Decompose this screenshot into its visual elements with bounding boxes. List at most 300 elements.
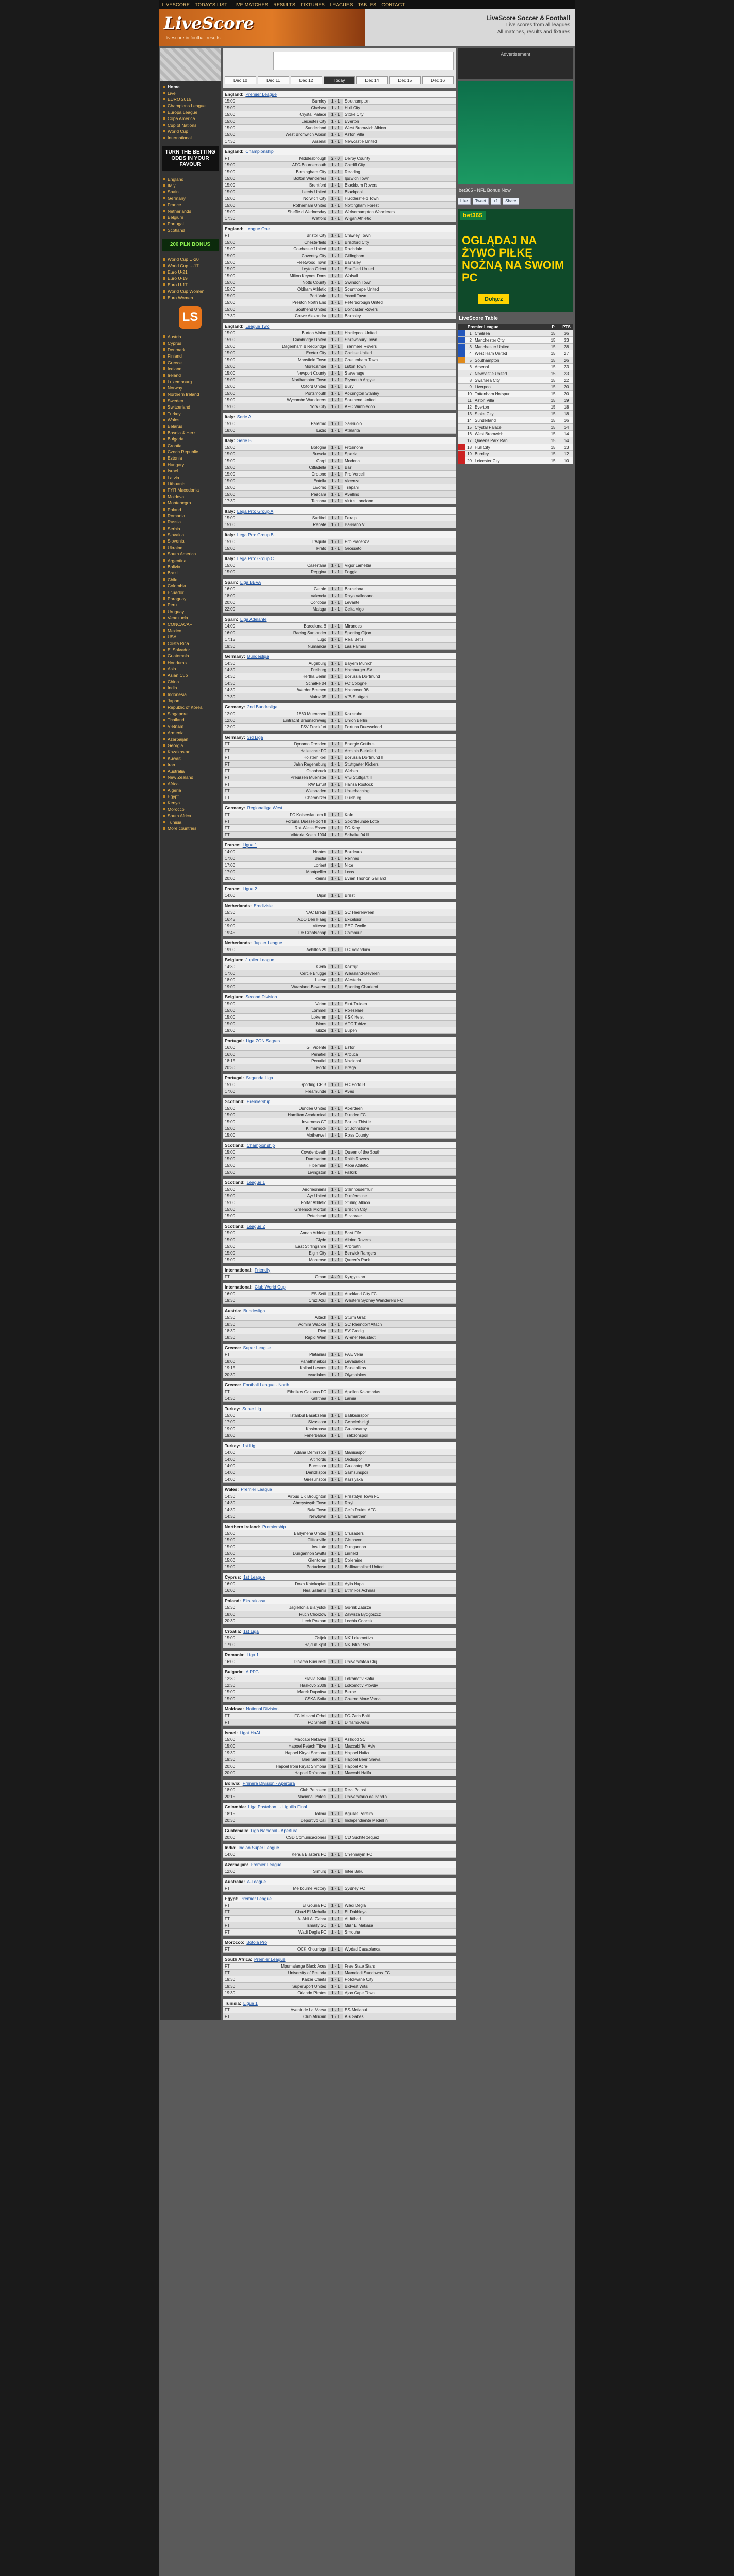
- match-row[interactable]: [223, 336, 456, 343]
- league-name-link[interactable]: Liga Nacional - Apertura: [251, 1827, 298, 1833]
- nav-item[interactable]: [160, 774, 221, 781]
- match-score[interactable]: 1 - 1: [328, 2008, 343, 2012]
- match-score[interactable]: 1 - 1: [328, 594, 343, 598]
- match-score[interactable]: 1 - 1: [328, 910, 343, 915]
- match-row[interactable]: [223, 273, 456, 279]
- match-score[interactable]: 1 - 1: [328, 170, 343, 174]
- match-row[interactable]: [223, 1125, 456, 1132]
- match-score[interactable]: 1 - 1: [328, 445, 343, 450]
- nav-item[interactable]: [160, 481, 221, 487]
- match-score[interactable]: 1 - 1: [328, 314, 343, 318]
- match-score[interactable]: 1 - 1: [328, 163, 343, 167]
- nav-item[interactable]: [160, 710, 221, 717]
- top-nav-link[interactable]: TABLES: [358, 2, 377, 7]
- match-row[interactable]: [223, 343, 456, 350]
- table-row[interactable]: [458, 364, 573, 370]
- nav-item[interactable]: [160, 679, 221, 685]
- match-score[interactable]: 1 - 1: [328, 1106, 343, 1111]
- match-score[interactable]: 1 - 1: [328, 1028, 343, 1033]
- match-row[interactable]: [223, 259, 456, 266]
- match-row[interactable]: [223, 1513, 456, 1520]
- match-row[interactable]: [223, 687, 456, 693]
- match-score[interactable]: 1 - 1: [328, 183, 343, 188]
- date-tab[interactable]: Dec 14: [356, 76, 388, 84]
- league-name-link[interactable]: Serie B: [237, 437, 252, 443]
- match-row[interactable]: [223, 1544, 456, 1550]
- match-row[interactable]: [223, 1581, 456, 1587]
- match-score[interactable]: 1 - 1: [328, 492, 343, 497]
- social-button[interactable]: Tweet: [473, 198, 489, 205]
- table-row[interactable]: [458, 377, 573, 384]
- match-row[interactable]: [223, 741, 456, 748]
- nav-item[interactable]: [160, 134, 221, 141]
- top-nav-link[interactable]: CONTACT: [381, 2, 405, 7]
- match-score[interactable]: 1 - 1: [328, 1477, 343, 1482]
- nav-item[interactable]: [160, 634, 221, 640]
- match-score[interactable]: 1 - 1: [328, 1322, 343, 1327]
- match-score[interactable]: 1 - 1: [328, 1126, 343, 1131]
- match-score[interactable]: 1 - 1: [328, 1971, 343, 1975]
- match-row[interactable]: [223, 1902, 456, 1909]
- table-row[interactable]: [458, 444, 573, 451]
- nav-item[interactable]: [160, 128, 221, 134]
- nav-item[interactable]: [160, 628, 221, 634]
- match-score[interactable]: 1 - 1: [328, 1794, 343, 1799]
- match-score[interactable]: 1 - 1: [328, 459, 343, 463]
- nav-item[interactable]: [160, 564, 221, 570]
- nav-item[interactable]: [160, 647, 221, 653]
- match-score[interactable]: 1 - 1: [328, 267, 343, 272]
- match-score[interactable]: 1 - 1: [328, 631, 343, 635]
- match-score[interactable]: 1 - 1: [328, 1352, 343, 1357]
- match-score[interactable]: 1 - 1: [328, 964, 343, 969]
- match-row[interactable]: [223, 1213, 456, 1219]
- match-row[interactable]: [223, 1929, 456, 1936]
- nav-item[interactable]: [160, 781, 221, 787]
- league-name-link[interactable]: Ligue 1: [242, 842, 257, 848]
- match-row[interactable]: [223, 1743, 456, 1750]
- match-score[interactable]: 1 - 1: [328, 1052, 343, 1057]
- match-score[interactable]: 1 - 1: [328, 742, 343, 747]
- match-row[interactable]: [223, 1088, 456, 1095]
- match-row[interactable]: [223, 963, 456, 970]
- top-nav-link[interactable]: FIXTURES: [301, 2, 325, 7]
- league-name-link[interactable]: Ligat HaAl: [240, 1730, 260, 1735]
- match-row[interactable]: [223, 811, 456, 818]
- table-row[interactable]: [458, 384, 573, 391]
- nav-item[interactable]: [160, 621, 221, 627]
- match-score[interactable]: 1 - 1: [328, 1113, 343, 1117]
- nav-item[interactable]: [160, 793, 221, 800]
- match-row[interactable]: [223, 1388, 456, 1395]
- match-score[interactable]: 1 - 1: [328, 2014, 343, 2019]
- match-score[interactable]: 1 - 1: [328, 795, 343, 800]
- match-row[interactable]: [223, 1793, 456, 1800]
- nav-item[interactable]: [160, 787, 221, 793]
- table-row[interactable]: [458, 330, 573, 337]
- match-score[interactable]: 1 - 1: [328, 1720, 343, 1725]
- league-name-link[interactable]: Premier League: [241, 1486, 272, 1492]
- match-row[interactable]: [223, 451, 456, 457]
- match-row[interactable]: [223, 209, 456, 215]
- match-row[interactable]: [223, 286, 456, 293]
- match-row[interactable]: [223, 457, 456, 464]
- league-name-link[interactable]: Super Lig: [242, 1405, 261, 1411]
- league-name-link[interactable]: Friendly: [254, 1267, 271, 1273]
- match-row[interactable]: [223, 390, 456, 397]
- match-score[interactable]: 1 - 1: [328, 1298, 343, 1303]
- match-score[interactable]: 1 - 1: [328, 971, 343, 976]
- match-score[interactable]: 1 - 1: [328, 917, 343, 922]
- match-score[interactable]: 1 - 1: [328, 1612, 343, 1617]
- match-row[interactable]: [223, 330, 456, 336]
- match-row[interactable]: [223, 562, 456, 569]
- match-row[interactable]: [223, 1756, 456, 1763]
- match-score[interactable]: 1 - 1: [328, 1852, 343, 1857]
- match-score[interactable]: 1 - 1: [328, 378, 343, 382]
- match-score[interactable]: 1 - 1: [328, 421, 343, 426]
- league-name-link[interactable]: Premier League: [254, 1956, 286, 1962]
- nav-item[interactable]: [160, 398, 221, 404]
- nav-item[interactable]: [160, 474, 221, 480]
- match-row[interactable]: [223, 1395, 456, 1402]
- nav-item[interactable]: [160, 615, 221, 621]
- nav-item[interactable]: [160, 525, 221, 531]
- match-row[interactable]: [223, 1351, 456, 1358]
- match-score[interactable]: 1 - 1: [328, 870, 343, 874]
- nav-item[interactable]: [160, 768, 221, 774]
- match-score[interactable]: 1 - 1: [328, 479, 343, 483]
- league-name-link[interactable]: Liga ZON Sagres: [246, 1038, 280, 1043]
- table-row[interactable]: [458, 404, 573, 411]
- match-row[interactable]: [223, 916, 456, 923]
- match-score[interactable]: 1 - 1: [328, 893, 343, 898]
- match-score[interactable]: 1 - 1: [328, 1089, 343, 1094]
- match-row[interactable]: [223, 724, 456, 731]
- match-score[interactable]: 1 - 1: [328, 1947, 343, 1952]
- nav-item[interactable]: [160, 430, 221, 436]
- table-row[interactable]: [458, 457, 573, 464]
- match-row[interactable]: [223, 1081, 456, 1088]
- nav-item[interactable]: [160, 385, 221, 391]
- match-row[interactable]: [223, 946, 456, 953]
- nav-item[interactable]: [160, 659, 221, 666]
- nav-item[interactable]: [160, 736, 221, 742]
- nav-item[interactable]: [160, 653, 221, 659]
- league-name-link[interactable]: Premier League: [240, 1895, 272, 1901]
- match-score[interactable]: 1 - 1: [328, 1835, 343, 1840]
- match-score[interactable]: 1 - 1: [328, 260, 343, 265]
- match-score[interactable]: 1 - 1: [328, 1420, 343, 1425]
- match-score[interactable]: 1 - 1: [328, 1531, 343, 1536]
- match-score[interactable]: 1 - 1: [328, 1359, 343, 1364]
- match-row[interactable]: [223, 794, 456, 801]
- table-row[interactable]: [458, 437, 573, 444]
- match-score[interactable]: 1 - 1: [328, 1065, 343, 1070]
- match-score[interactable]: 1 - 1: [328, 428, 343, 433]
- match-row[interactable]: [223, 138, 456, 145]
- match-row[interactable]: [223, 606, 456, 613]
- match-row[interactable]: [223, 1001, 456, 1007]
- match-score[interactable]: 1 - 1: [328, 876, 343, 881]
- match-row[interactable]: [223, 182, 456, 189]
- nav-item[interactable]: [160, 294, 221, 300]
- nav-item[interactable]: [160, 462, 221, 468]
- match-row[interactable]: [223, 1162, 456, 1169]
- match-row[interactable]: [223, 377, 456, 383]
- match-row[interactable]: [223, 515, 456, 521]
- match-score[interactable]: 1 - 1: [328, 1903, 343, 1908]
- match-row[interactable]: [223, 1463, 456, 1469]
- match-row[interactable]: [223, 1058, 456, 1064]
- match-row[interactable]: [223, 1719, 456, 1726]
- match-score[interactable]: 1 - 1: [328, 1315, 343, 1320]
- match-score[interactable]: 1 - 1: [328, 570, 343, 574]
- match-row[interactable]: [223, 1564, 456, 1570]
- match-row[interactable]: [223, 239, 456, 246]
- match-row[interactable]: [223, 306, 456, 313]
- match-row[interactable]: [223, 977, 456, 984]
- match-score[interactable]: 1 - 1: [328, 190, 343, 194]
- league-name-link[interactable]: Premier League: [245, 91, 277, 97]
- match-row[interactable]: [223, 1530, 456, 1537]
- match-row[interactable]: [223, 569, 456, 575]
- match-score[interactable]: 1 - 1: [328, 661, 343, 666]
- match-row[interactable]: [223, 464, 456, 471]
- nav-item[interactable]: [160, 538, 221, 544]
- nav-item[interactable]: [160, 532, 221, 538]
- match-row[interactable]: [223, 1250, 456, 1257]
- match-row[interactable]: [223, 909, 456, 916]
- match-score[interactable]: 1 - 1: [328, 725, 343, 730]
- match-score[interactable]: 1 - 1: [328, 587, 343, 591]
- match-score[interactable]: 1 - 1: [328, 1045, 343, 1050]
- nav-item[interactable]: [160, 201, 221, 208]
- match-row[interactable]: [223, 1199, 456, 1206]
- match-row[interactable]: [223, 471, 456, 478]
- match-row[interactable]: [223, 1641, 456, 1648]
- match-row[interactable]: [223, 1291, 456, 1297]
- nav-item[interactable]: [160, 221, 221, 227]
- match-row[interactable]: [223, 1618, 456, 1624]
- match-row[interactable]: [223, 1810, 456, 1817]
- match-row[interactable]: [223, 1186, 456, 1193]
- nav-item[interactable]: [160, 334, 221, 340]
- nav-item[interactable]: [160, 487, 221, 493]
- match-row[interactable]: [223, 781, 456, 788]
- match-row[interactable]: [223, 357, 456, 363]
- top-nav-link[interactable]: LIVE MATCHES: [232, 2, 269, 7]
- match-row[interactable]: [223, 748, 456, 754]
- match-row[interactable]: [223, 1557, 456, 1564]
- match-score[interactable]: 1 - 1: [328, 563, 343, 568]
- match-row[interactable]: [223, 246, 456, 252]
- match-score[interactable]: 1 - 1: [328, 294, 343, 298]
- match-row[interactable]: [223, 1611, 456, 1618]
- match-row[interactable]: [223, 111, 456, 118]
- match-score[interactable]: 1 - 1: [328, 1258, 343, 1262]
- nav-item[interactable]: [160, 691, 221, 698]
- match-score[interactable]: 1 - 1: [328, 1771, 343, 1775]
- league-name-link[interactable]: League 2: [246, 1223, 265, 1229]
- top-nav-link[interactable]: LIVESCORE: [162, 2, 190, 7]
- nav-item[interactable]: [160, 282, 221, 288]
- match-score[interactable]: 1 - 1: [328, 132, 343, 137]
- match-score[interactable]: 1 - 1: [328, 240, 343, 245]
- match-row[interactable]: [223, 636, 456, 643]
- match-row[interactable]: [223, 1358, 456, 1365]
- league-name-link[interactable]: Liga Adelante: [240, 616, 267, 622]
- table-row[interactable]: [458, 357, 573, 364]
- match-score[interactable]: 2 - 0: [328, 156, 343, 161]
- nav-item[interactable]: [160, 372, 221, 378]
- match-score[interactable]: 1 - 1: [328, 1413, 343, 1418]
- match-row[interactable]: [223, 623, 456, 630]
- table-row[interactable]: [458, 431, 573, 437]
- match-score[interactable]: 1 - 1: [328, 1737, 343, 1742]
- match-score[interactable]: 1 - 1: [328, 106, 343, 110]
- nav-item[interactable]: [160, 545, 221, 551]
- league-name-link[interactable]: Premier League: [250, 1861, 282, 1867]
- match-row[interactable]: [223, 630, 456, 636]
- nav-item[interactable]: [160, 189, 221, 195]
- match-row[interactable]: [223, 1456, 456, 1463]
- nav-item[interactable]: [160, 506, 221, 512]
- match-score[interactable]: 1 - 1: [328, 384, 343, 389]
- match-row[interactable]: [223, 1550, 456, 1557]
- match-row[interactable]: [223, 970, 456, 977]
- nav-item[interactable]: [160, 449, 221, 455]
- match-row[interactable]: [223, 1314, 456, 1321]
- match-score[interactable]: 1 - 1: [328, 358, 343, 362]
- match-score[interactable]: 1 - 1: [328, 119, 343, 124]
- nav-item[interactable]: [160, 347, 221, 353]
- nav-item[interactable]: [160, 115, 221, 122]
- league-name-link[interactable]: League One: [245, 226, 270, 231]
- match-score[interactable]: 1 - 1: [328, 1292, 343, 1296]
- league-name-link[interactable]: Liga Postobon I - Liguilla Final: [248, 1804, 307, 1809]
- match-row[interactable]: [223, 768, 456, 774]
- match-row[interactable]: [223, 168, 456, 175]
- match-row[interactable]: [223, 1658, 456, 1665]
- nav-item[interactable]: [160, 182, 221, 189]
- match-row[interactable]: [223, 599, 456, 606]
- match-score[interactable]: 1 - 1: [328, 826, 343, 831]
- match-score[interactable]: 1 - 1: [328, 1788, 343, 1792]
- match-row[interactable]: [223, 1990, 456, 1996]
- match-score[interactable]: 1 - 1: [328, 351, 343, 355]
- match-score[interactable]: 1 - 1: [328, 769, 343, 773]
- nav-item[interactable]: [160, 723, 221, 730]
- match-score[interactable]: 1 - 1: [328, 1869, 343, 1874]
- match-score[interactable]: 1 - 1: [328, 930, 343, 935]
- match-row[interactable]: [223, 1635, 456, 1641]
- nav-item[interactable]: [160, 494, 221, 500]
- match-row[interactable]: [223, 1885, 456, 1892]
- match-score[interactable]: 1 - 1: [328, 1002, 343, 1006]
- nav-item[interactable]: [160, 666, 221, 672]
- nav-item[interactable]: [160, 208, 221, 214]
- match-score[interactable]: 1 - 1: [328, 1984, 343, 1989]
- match-row[interactable]: [223, 693, 456, 700]
- match-score[interactable]: 1 - 1: [328, 1457, 343, 1462]
- ad-top[interactable]: Advertisement: [458, 48, 573, 79]
- match-row[interactable]: [223, 1604, 456, 1611]
- date-tab[interactable]: Dec 15: [389, 76, 421, 84]
- league-name-link[interactable]: A-League: [247, 1878, 266, 1884]
- nav-item[interactable]: [160, 672, 221, 678]
- match-row[interactable]: [223, 1419, 456, 1426]
- match-row[interactable]: [223, 862, 456, 869]
- match-score[interactable]: 1 - 1: [328, 1551, 343, 1556]
- match-row[interactable]: [223, 299, 456, 306]
- match-row[interactable]: [223, 370, 456, 377]
- match-score[interactable]: 1 - 1: [328, 499, 343, 503]
- match-score[interactable]: 1 - 1: [328, 465, 343, 470]
- match-row[interactable]: [223, 1713, 456, 1719]
- match-row[interactable]: [223, 754, 456, 761]
- match-row[interactable]: [223, 1328, 456, 1334]
- date-tab[interactable]: Dec 16: [422, 76, 454, 84]
- match-score[interactable]: 1 - 1: [328, 1238, 343, 1242]
- nav-item[interactable]: [160, 761, 221, 768]
- bet-join-button[interactable]: Dołącz: [478, 294, 509, 304]
- match-score[interactable]: 1 - 1: [328, 196, 343, 201]
- match-row[interactable]: [223, 1027, 456, 1034]
- match-row[interactable]: [223, 427, 456, 434]
- match-row[interactable]: [223, 521, 456, 528]
- league-name-link[interactable]: Super League: [243, 1345, 271, 1350]
- match-score[interactable]: 1 - 1: [328, 287, 343, 292]
- match-score[interactable]: 1 - 1: [328, 404, 343, 409]
- league-name-link[interactable]: Football League - North: [243, 1382, 289, 1387]
- match-score[interactable]: 4 - 0: [328, 1275, 343, 1279]
- match-row[interactable]: [223, 832, 456, 838]
- match-score[interactable]: 1 - 1: [328, 1757, 343, 1762]
- match-row[interactable]: [223, 1500, 456, 1506]
- match-score[interactable]: 1 - 1: [328, 947, 343, 952]
- nav-item[interactable]: [160, 608, 221, 615]
- match-score[interactable]: 1 - 1: [328, 247, 343, 251]
- match-row[interactable]: [223, 1963, 456, 1970]
- match-score[interactable]: 1 - 1: [328, 280, 343, 285]
- match-score[interactable]: 1 - 1: [328, 600, 343, 605]
- match-row[interactable]: [223, 484, 456, 491]
- match-score[interactable]: 1 - 1: [328, 1676, 343, 1681]
- nav-item[interactable]: [160, 500, 221, 506]
- nav-item[interactable]: [160, 83, 221, 90]
- bet-ad[interactable]: [458, 209, 573, 312]
- match-row[interactable]: [223, 1051, 456, 1058]
- match-row[interactable]: [223, 1449, 456, 1456]
- nav-item[interactable]: [160, 698, 221, 704]
- match-score[interactable]: 1 - 1: [328, 391, 343, 396]
- nav-item[interactable]: [160, 742, 221, 749]
- league-name-link[interactable]: Bundesliga: [243, 1308, 265, 1313]
- nav-item[interactable]: [160, 468, 221, 474]
- match-score[interactable]: 1 - 1: [328, 1120, 343, 1124]
- match-score[interactable]: 1 - 1: [328, 711, 343, 716]
- match-score[interactable]: 1 - 1: [328, 1545, 343, 1549]
- match-row[interactable]: [223, 444, 456, 451]
- league-name-link[interactable]: Club World Cup: [254, 1284, 286, 1290]
- match-score[interactable]: 1 - 1: [328, 1764, 343, 1769]
- nav-item[interactable]: [160, 417, 221, 423]
- league-name-link[interactable]: Liga 1: [246, 1652, 259, 1657]
- match-score[interactable]: 1 - 1: [328, 344, 343, 349]
- match-score[interactable]: 1 - 1: [328, 1244, 343, 1249]
- league-name-link[interactable]: Jupiler League: [245, 957, 275, 962]
